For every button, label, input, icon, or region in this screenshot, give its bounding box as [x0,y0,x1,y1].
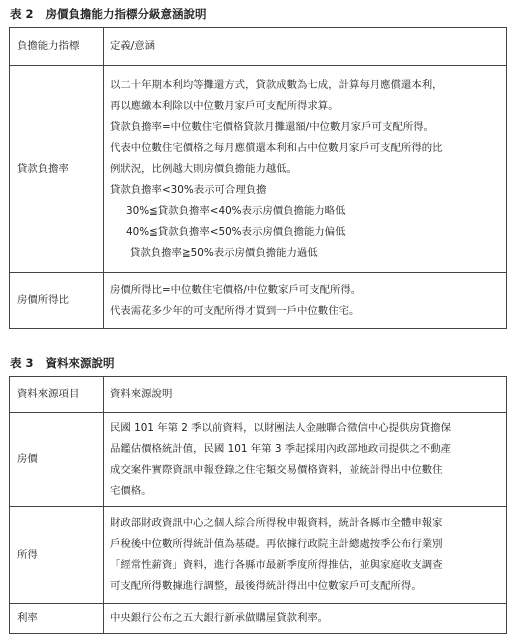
text-line: 戶稅後中位數所得統計值為基礎。再依據行政院主計總處按季公布行業別 [110,538,443,550]
table2-row-name: 房價所得比 [10,273,104,329]
table3-row-name: 房價 [10,413,104,507]
table2-row-loan-burden [10,66,507,273]
text-line: 宅價格。 [110,484,152,497]
table3-row-income [10,507,507,604]
table3-caption [10,355,115,371]
text-line: 貸款負擔率<30%表示可合理負擔 [110,183,267,196]
text-line: 品鑑估價格統計值，民國 101 年第 3 季起採用內政部地政司提供之不動產 [110,442,451,455]
level-line: 40%≦貸款負擔率<50%表示房價負擔能力偏低 [126,225,346,238]
table2-header-col1: 負擔能力指標 [10,28,104,66]
text-line: 例狀況，比例越大則房價負擔能力越低。 [110,162,298,175]
table2-number: 表 2 [10,7,34,21]
table2-row-definition [104,66,507,273]
table3-row-name: 所得 [10,507,104,604]
text-line: 可支配所得數據進行調整，最後得統計得出中位數家戶可支配所得。 [110,580,422,592]
table3-header-row [10,377,507,413]
table3-row-interest [10,604,507,634]
table2-header-row [10,28,507,66]
table2 [9,27,507,329]
text-line: 房價所得比=中位數住宅價格/中位數家戶可支配所得。 [110,283,362,296]
table3-row-price [10,413,507,507]
level-line: 30%≦貸款負擔率<40%表示房價負擔能力略低 [126,204,346,217]
table2-caption [10,6,207,22]
table3-header-col2: 資料來源說明 [104,377,507,413]
text-line: 中央銀行公布之五大銀行新承做購屋貸款利率。 [110,612,329,624]
text-line: 再以應繳本利除以中位數月家戶可支配所得求算。 [110,99,339,112]
table3 [9,376,507,634]
table3-number: 表 3 [10,356,34,370]
table2-row-definition [104,273,507,329]
table2-header-col2: 定義/意涵 [104,28,507,66]
table2-title: 房價負擔能力指標分級意涵說明 [45,7,207,21]
table2-row-name: 貸款負擔率 [10,66,104,273]
table3-row-description [104,507,507,604]
text-line: 成交案件實際資訊申報登錄之住宅類交易價格資料，並統計得出中位數住 [110,463,443,476]
text-line: 財政部財政資訊中心之個人綜合所得稅申報資料，統計各縣市全體申報家 [110,517,443,529]
table3-row-description [104,604,507,634]
table3-header-col1: 資料來源項目 [10,377,104,413]
text-line: 代表中位數住宅價格之每月應償還本利和占中位數月家戶可支配所得的比 [110,141,443,154]
table3-row-name: 利率 [10,604,104,634]
text-line: 以二十年期本利均等攤還方式，貸款成數為七成，計算每月應償還本利， [110,78,443,91]
text-line: 貸款負擔率=中位數住宅價格貸款月攤還額/中位數月家戶可支配所得。 [110,120,434,133]
text-line: 民國 101 年第 2 季以前資料，以財團法人金融聯合徵信中心提供房貸擔保 [110,421,451,434]
level-line: 貸款負擔率≧50%表示房價負擔能力過低 [130,246,318,259]
table2-row-price-income [10,273,507,329]
table3-title: 資料來源說明 [45,356,115,370]
table3-row-description [104,413,507,507]
text-line: 代表需花多少年的可支配所得才買到一戶中位數住宅。 [110,304,360,317]
text-line: 「經常性薪資」資料，進行各縣市最新季度所得推估，並與家庭收支調查 [110,559,443,571]
